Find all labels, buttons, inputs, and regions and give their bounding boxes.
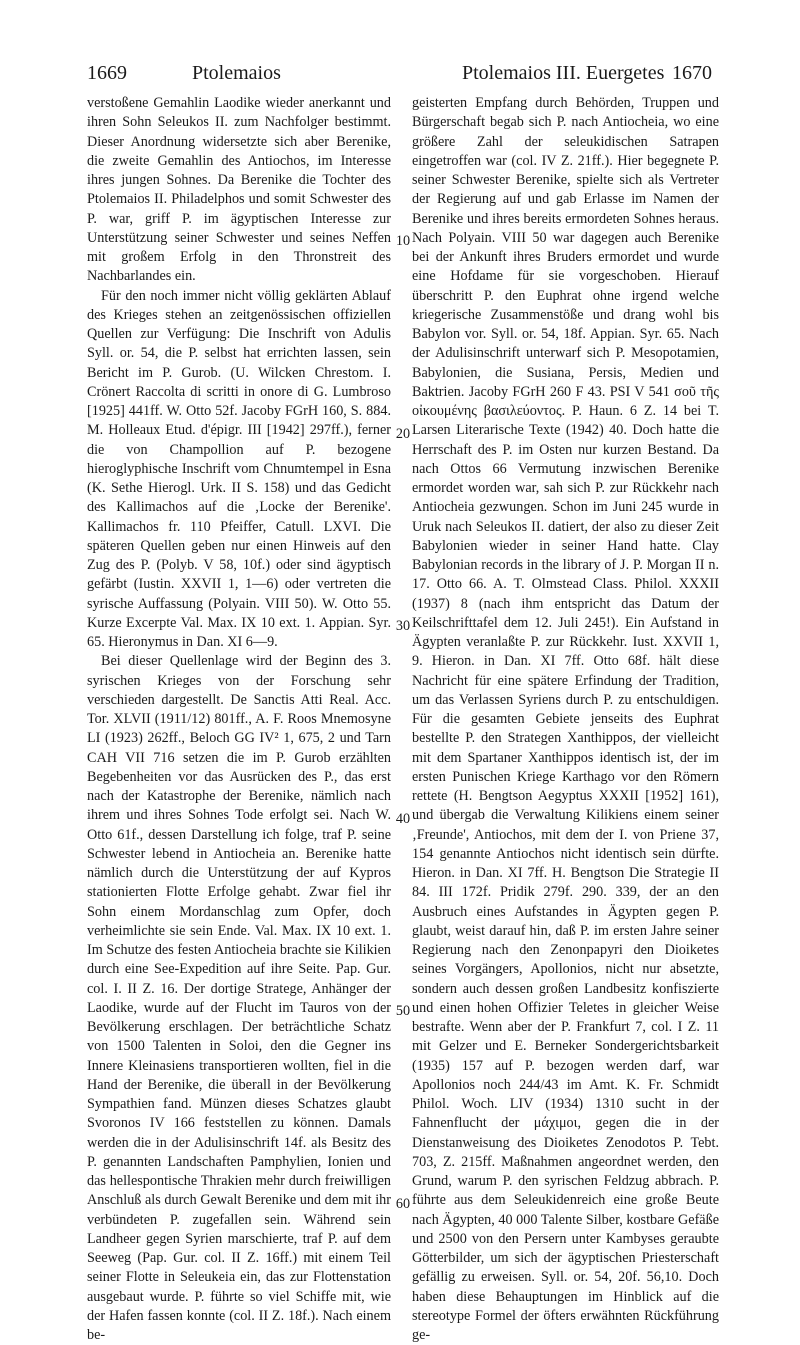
paragraph: verstoßene Gemahlin Laodike wieder anerkannt und ihren Sohn Seleukos II. zum Nachfolger bestimmt. Dieser Anordnung widersetzte sich aber Berenike, die zweite Gemahlin des Antiochos, im Interesse ihres jungen Sohnes. Da Berenike die Tochter des Ptolemaios II. Philadelphos und somit Schwester des P. war, griff P. im ägyptischen Interesse zur Unterstützung seiner Schwester und seines Neffen mit großem Erfolg in den Thronstreit des Nachbarlandes ein. bbox=[87, 95, 391, 285]
left-column bbox=[87, 94, 391, 1345]
line-number: 40 bbox=[395, 811, 411, 827]
paragraph: Bei dieser Quellenlage wird der Beginn des 3. syrischen Krieges von der Forschung sehr verschieden dargestellt. De Sanctis Atti Real. Acc. Tor. XLVII (1911/12) 801ff., A. F. Roos Mnemosyne LI (1923) 262ff., Beloch GG IV² 1, 675, 2 und Tarn CAH VII 716 setzen die im P. Gurob erzählten Begebenheiten vor das Ausrücken des P., das erst nach der Katastrophe der Berenike, nämlich nach ihrem und ihres Sohnes Tode erfolgt sei. Nach W. Otto 61f., dessen Darstellung ich folge, traf P. seine Schwester lebend in Antiocheia an. Berenike hatte nämlich durch die Unterstützung der auf Kypros stationierten Flotte Erfolge gehabt. Zwar fiel ihr Sohn einem Mordanschlag zum Opfer, doch verheimlichte sie sein Ende. Val. Max. IX 10 ext. 1. Im Schutze des festen Antiocheia brachte sie Kilikien durch eine See-Expedition auf ihre Seite. Pap. Gur. col. I. II Z. 16. Der dortige Stratege, Anhänger der Laodike, wurde auf der Flucht im Tauros von der Bevölkerung erschlagen. Der beträchtliche Schatz von 1500 Talenten in Soloi, den die Gegner ins Innere Kleinasiens transportieren wollten, fiel in die Hand der Berenike, die überall in der Bevölkerung Sympathien fand. Münzen dieses Schatzes glaubt Svoronos IV 166 feststellen zu können. Damals werden die in der Adulisinschrift 14f. als Besitz des P. genannten Landschaften Pamphylien, Ionien und das hellespontische Thrakien mehr durch freiwilligen Anschluß als durch Gewalt Berenike und dem mit ihr verbündeten P. zugefallen sein. Während sein Landheer gegen Syrien marschierte, traf P. auf dem Seeweg (Pap. Gur. col. II Z. 16ff.) mit einem Teil seiner Flotte in Seleukeia ein, das zur Flottenstation ausgebaut wurde. P. führte so viel Schiffe mit, wie der Hafen fassen konnte (col. II Z. 18f.). Nach einem be- bbox=[87, 653, 391, 1343]
right-running-title: Ptolemaios III. Euergetes bbox=[462, 62, 665, 84]
left-page-number: 1669 bbox=[87, 62, 127, 84]
page-header bbox=[0, 58, 800, 88]
line-number: 30 bbox=[395, 618, 411, 634]
paragraph: Für den noch immer nicht völlig geklärten Ablauf des Krieges stehen an zeitgenössischen offiziellen Quellen zur Verfügung: Die Inschrift von Adulis Syll. or. 54, die P. selbst hat errichten lassen, sein Bericht im P. Gurob. (U. Wilcken Chrestom. I. Crönert Raccolta di scritti in onore di G. Lumbroso [1925] 441ff. W. Otto 52f. Jacoby FGrH 160, S. 884. M. Holleaux Etud. d'épigr. III [1942] 297ff.), ferner die von Champollion auf P. bezogene hieroglyphische Inschrift vom Chnumtempel in Esna (K. Sethe Hierogl. Urk. II S. 158) und das Gedicht des Kallimachos auf die ‚Locke der Berenike'. Kallimachos fr. 110 Pfeiffer, Catull. LXVI. Die späteren Quellen geben nur einen Hinweis auf den Zug des P. (Polyb. V 58, 10f.) oder sind ägyptisch gefärbt (Iustin. XXVII 1, 1—6) oder vertreten die syrische Auffassung (Polyain. VIII 50). W. Otto 55. Kurze Excerpte Val. Max. IX 10 ext. 1. Appian. Syr. 65. Hieronymus in Dan. XI 6—9. bbox=[87, 287, 391, 650]
paragraph: geisterten Empfang durch Behörden, Truppen und Bürgerschaft begab sich P. nach Antiocheia, wo eine größere Zahl der seleukidischen Satrapen eingetroffen war (col. IV Z. 21ff.). Hier begegnete P. seiner Schwester Berenike, spielte sich als Vertreter der Regierung auf und gab Erlasse im Namen der Berenike und ihres bereits ermordeten Sohnes heraus. Nach Polyain. VIII 50 war dagegen auch Berenike bei der Ankunft ihres Bruders ermordet und wurde eine Hofdame für sie vorgeschoben. Hierauf überschritt P. den Euphrat ohne irgend welche kriegerische Zusammenstöße und drang wohl bis Babylon vor. Syll. or. 54, 18f. Appian. Syr. 65. Nach der Adulisinschrift unterwarf sich P. Mesopotamien, Babylonien, die Susiana, Persis, Medien und Baktrien. Jacoby FGrH 260 F 43. PSI V 541 σοῦ τῆς οἰκουμένης βασιλεύοντος. P. Haun. 6 Z. 14 bei T. Larsen Literarische Texte (1942) 40. Doch hatte die Herrschaft des P. im Osten nur kurzen Bestand. Da nach Ottos 66 Vermutung inzwischen Berenike ermordet worden war, sah sich P. zur Rückkehr nach Antiocheia gezwungen. Schon im Juni 245 wurde in Uruk nach Seleukos II. datiert, der also zu dieser Zeit Babylonien wieder in seiner Hand hatte. Clay Babylonian records in the library of J. P. Morgan II n. 17. Otto 66. A. T. Olmstead Class. Philol. XXXII (1937) 8 (nach ihm entspricht das Datum der Keilschrifttafel dem 12. Juli 245!). Ein Aufstand in Ägypten veranlaßte P. zur Rückkehr. Iust. XXVII 1, 9. Hieron. in Dan. XI 7ff. Otto 68f. hält diese Nachricht für eine spätere Erfindung der Tradition, um das Verlassen Syriens durch P. zu entschuldigen. Für die gesamten Gebiete jenseits des Euphrat bestellte P. den Strategen Xanthippos, der vielleicht mit dem Spartaner Xanthippos identisch ist, der im ersten Punischen Kriege Karthago vor den Römern rettete (H. Bengtson Aegyptus XXXII [1952] 161), und übergab die Verwaltung Kilikiens einem seiner ‚Freunde', Antiochos, mit dem der I. von Priene 37, 154 genannte Antiochos nicht identisch sein dürfte. Hieron. in Dan. XI 7ff. H. Bengtson Die Strategie II 84. III 172f. Pridik 279f. 290. 339, der an den Ausbruch eines Aufstandes in Ägypten gegen P. glaubt, weist darauf hin, daß P. im ersten Jahre seiner Regierung nach den Zenonpapyri den Dioiketes seines Vorgängers, Apollonios, nicht nur absetzte, sondern auch dessen großen Landbesitz konfiszierte und einen hohen Offizier Teletes in gleicher Weise bestrafte. Wenn aber der P. Frankfurt 7, col. I Z. 11 mit Gelzer und E. Berneker Sondergerichtsbarkeit (1935) 157 auf P. bezogen werden darf, war Apollonios noch 244/43 im Amt. K. Fr. Schmidt Philol. Woch. LIV (1934) 1310 sucht in der Fahnenflucht der μάχιμοι, gegen die in der Dienstanweisung des Dioiketes Zenodotos P. Tebt. 703, Z. 215ff. Maßnahmen angeordnet werden, den Grund, warum P. den syrischen Feldzug abbrach. P. führte aus dem Seleukidenreich eine große Beute nach Ägypten, 40 000 Talente Silber, kostbare Gefäße und 2500 von den Persern unter Kambyses geraubte Götterbilder, um sich der ägyptischen Priesterschaft gefällig zu erweisen. Syll. or. 54, 20f. 56,10. Doch haben diese Behauptungen im Hinblick auf die stereotype Formel der öfters erwähnten Rückführung ge- bbox=[412, 95, 719, 1343]
right-column bbox=[412, 94, 719, 1345]
left-running-title: Ptolemaios bbox=[192, 62, 281, 84]
line-number: 20 bbox=[395, 426, 411, 442]
line-number: 50 bbox=[395, 1003, 411, 1019]
line-number: 60 bbox=[395, 1196, 411, 1212]
right-page-number: 1670 bbox=[672, 62, 712, 84]
line-number: 10 bbox=[395, 233, 411, 249]
